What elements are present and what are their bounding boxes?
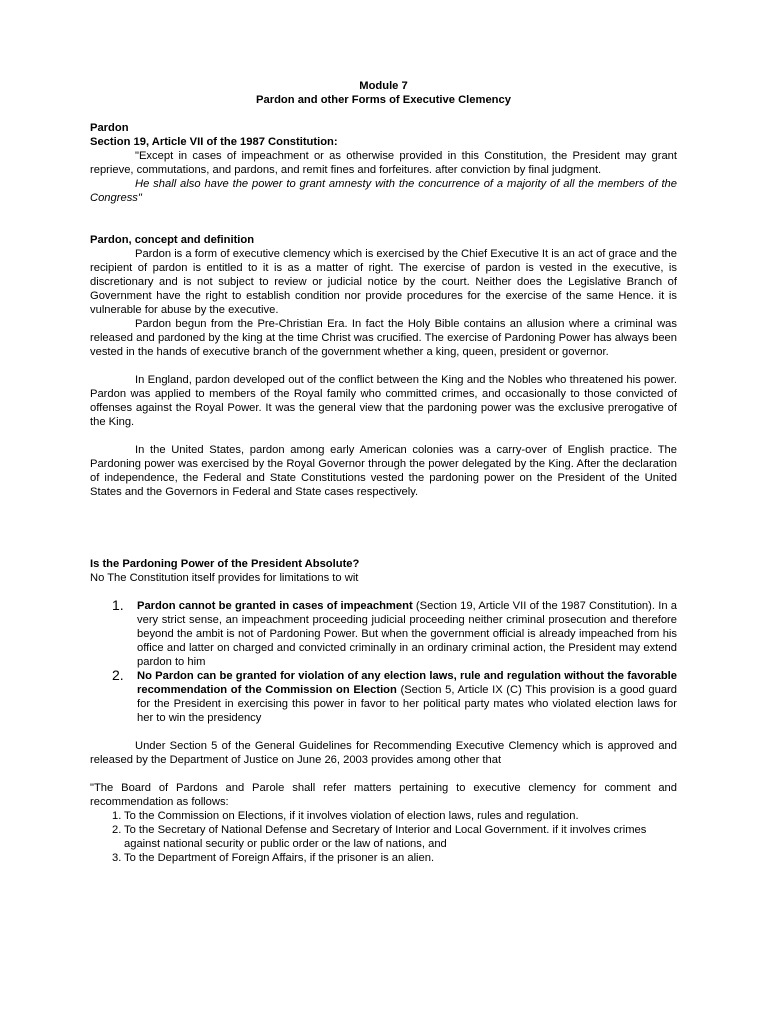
limitations-intro: No The Constitution itself provides for limitations to wit	[90, 572, 359, 584]
section-heading-pardon: Pardon	[90, 122, 129, 134]
limitation-text: (Section 5, Article IX (C) This provision is a good guard for the President in exercising this power in favor to her political party mates who violated election laws for her to win the presidency	[137, 684, 678, 724]
limitation-bold: No Pardon can be granted for violation of any election laws, rule and regulation without the favorable recommendation of the Commission on Election	[137, 670, 677, 696]
referral-text: To the Commission on Elections, if it involves violation of election laws, rules and regulation.	[124, 810, 579, 822]
list-item	[90, 599, 677, 669]
referral-text: To the Department of Foreign Affairs, if the prisoner is an alien.	[124, 852, 435, 864]
list-item	[90, 669, 677, 725]
list-item-number: 2.	[112, 667, 124, 683]
document-header	[90, 79, 677, 107]
constitution-quote-amnesty: He shall also have the power to grant amnesty with the concurrence of a majority of all the members of the Congress"	[90, 178, 677, 204]
section-heading-concept: Pardon, concept and definition	[90, 234, 255, 246]
paragraph-england: In England, pardon developed out of the conflict between the King and the Nobles who threatened his power. Pardon was applied to members of the Royal family who committed crimes, and occasionally to those convicted of offenses against the Royal Power. It was the general view that the pardoning power was the exclusive prerogative of the King.	[90, 374, 677, 428]
section-heading-absolute: Is the Pardoning Power of the President Absolute?	[90, 558, 360, 570]
board-intro: "The Board of Pardons and Parole shall refer matters pertaining to executive clemency for comment and recommendation as follows:	[90, 782, 677, 808]
section-subheading-constitution: Section 19, Article VII of the 1987 Constitution:	[90, 136, 338, 148]
limitation-text: (Section 19, Article VII of the 1987 Constitution). In a very strict sense, an impeachment proceeding judicial proceeding neither criminal prosecution and therefore beyond the ambit is not of Pardoning Power. But when the government official is already impeached from his office and latter on charged and convicted criminally in an ordinary criminal action, the President may extend pardon to him	[137, 600, 677, 668]
referrals-list	[90, 809, 677, 865]
limitation-bold: Pardon cannot be granted in cases of impeachment	[137, 600, 413, 612]
list-item-number: 1.	[112, 597, 124, 613]
constitution-section	[90, 121, 677, 205]
constitution-quote: "Except in cases of impeachment or as otherwise provided in this Constitution, the President may grant reprieve, commutations, and pardons, and remit fines and forfeitures. after conviction by final judgment.	[90, 150, 677, 176]
paragraph-guidelines: Under Section 5 of the General Guidelines for Recommending Executive Clemency which is approved and released by the Department of Justice on June 26, 2003 provides among other that	[90, 740, 677, 766]
page-title: Pardon and other Forms of Executive Clemency	[256, 94, 511, 106]
paragraph-definition: Pardon is a form of executive clemency which is exercised by the Chief Executive It is an act of grace and the recipient of pardon is entitled to it is as a matter of right. The exercise of pardon is vested in the executive, is discretionary and is not subject to review or judicial notice by the court. Neither does the Legislative Branch of Government have the right to establish condition nor provide procedures for the exercise of the same Hence. it is vulnerable for abuse by the executive.	[90, 248, 677, 316]
list-item-number: 1.	[112, 810, 122, 822]
paragraph-united-states: In the United States, pardon among early American colonies was a carry-over of English practice. The Pardoning power was exercised by the Royal Governor through the power delegated by the King. After the declaration of independence, the Federal and State Constitutions vested the pardoning power on the President of the United States and the Governors in Federal and State cases respectively.	[90, 444, 677, 498]
list-item	[90, 851, 677, 865]
list-item	[90, 823, 677, 851]
list-item-number: 3.	[112, 852, 122, 864]
list-item-number: 2.	[112, 824, 122, 836]
limitations-list	[90, 599, 677, 725]
limitations-section	[90, 557, 677, 865]
paragraph-history: Pardon begun from the Pre-Christian Era. In fact the Holy Bible contains an allusion where a criminal was released and pardoned by the king at the time Christ was crucified. The exercise of Pardoning Power has always been vested in the hands of executive branch of the government whether a king, queen, president or governor.	[90, 318, 677, 358]
concept-section	[90, 233, 677, 499]
list-item	[90, 809, 677, 823]
referral-text: To the Secretary of National Defense and Secretary of Interior and Local Government. if it involves crimes against national security or public order or the law of nations, and	[124, 824, 647, 850]
module-number: Module 7	[359, 80, 408, 92]
